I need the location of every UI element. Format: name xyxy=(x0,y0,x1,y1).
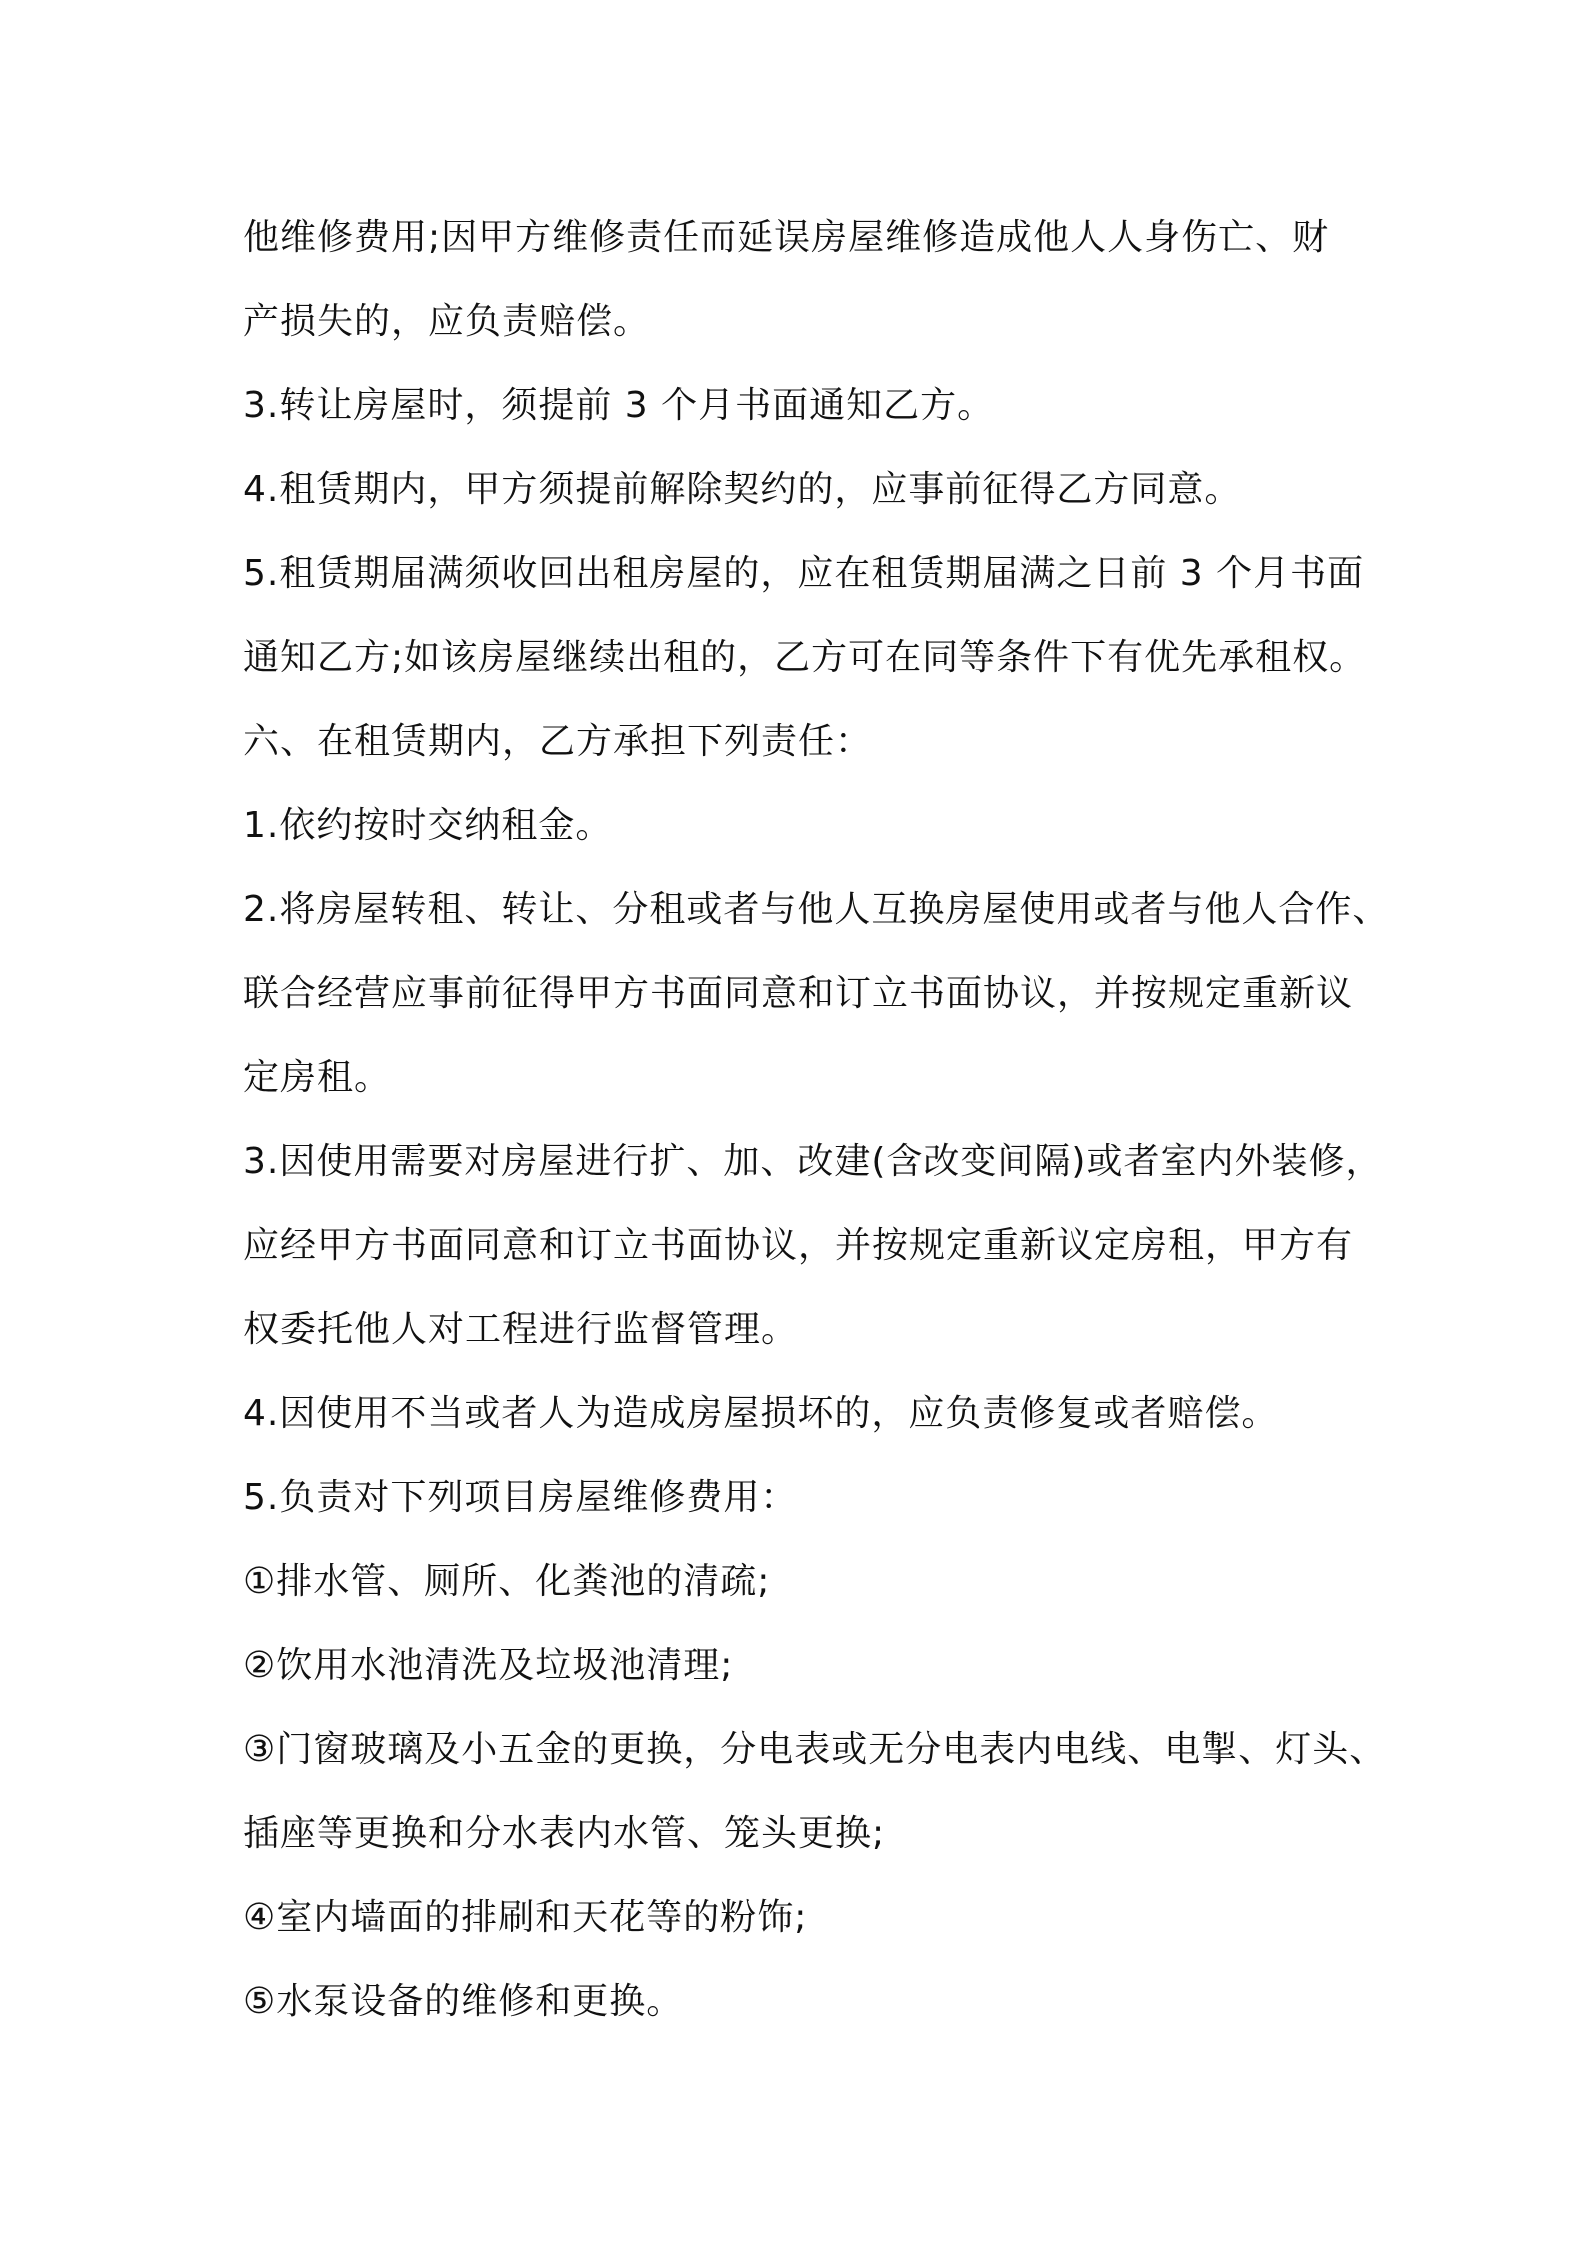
list-item: ④室内墙面的排刷和天花等的粉饰; xyxy=(243,1897,808,1938)
list-item: 插座等更换和分水表内水管、笼头更换; xyxy=(243,1813,886,1854)
text-line: 3.因使用需要对房屋进行扩、加、改建(含改变间隔)或者室内外装修， xyxy=(243,1141,1383,1182)
text-line: 3.转让房屋时，须提前 3 个月书面通知乙方。 xyxy=(243,385,995,426)
text-line: 联合经营应事前征得甲方书面同意和订立书面协议，并按规定重新议 xyxy=(243,973,1354,1014)
text-line: 他维修费用;因甲方维修责任而延误房屋维修造成他人人身伤亡、财 xyxy=(243,217,1330,258)
section-heading: 六、在租赁期内，乙方承担下列责任： xyxy=(243,721,873,762)
text-line: 权委托他人对工程进行监督管理。 xyxy=(243,1309,799,1350)
text-line: 产损失的，应负责赔偿。 xyxy=(243,301,651,342)
text-line: 定房租。 xyxy=(243,1057,392,1098)
document-body xyxy=(243,196,1390,2044)
list-item: ⑤水泵设备的维修和更换。 xyxy=(243,1981,684,2022)
text-line: 应经甲方书面同意和订立书面协议，并按规定重新议定房租，甲方有 xyxy=(243,1225,1354,1266)
text-line: 2.将房屋转租、转让、分租或者与他人互换房屋使用或者与他人合作、 xyxy=(243,889,1390,930)
text-line: 5.租赁期届满须收回出租房屋的，应在租赁期届满之日前 3 个月书面 xyxy=(243,553,1365,594)
text-line: 5.负责对下列项目房屋维修费用： xyxy=(243,1477,798,1518)
list-item: ③门窗玻璃及小五金的更换，分电表或无分电表内电线、电掣、灯头、 xyxy=(243,1729,1387,1770)
text-line: 4.因使用不当或者人为造成房屋损坏的，应负责修复或者赔偿。 xyxy=(243,1393,1279,1434)
list-item: ②饮用水池清洗及垃圾池清理; xyxy=(243,1645,734,1686)
text-line: 1.依约按时交纳租金。 xyxy=(243,805,613,846)
list-item: ①排水管、厕所、化粪池的清疏; xyxy=(243,1561,771,1602)
text-line: 通知乙方;如该房屋继续出租的，乙方可在同等条件下有优先承租权。 xyxy=(243,637,1367,678)
text-line: 4.租赁期内，甲方须提前解除契约的，应事前征得乙方同意。 xyxy=(243,469,1242,510)
